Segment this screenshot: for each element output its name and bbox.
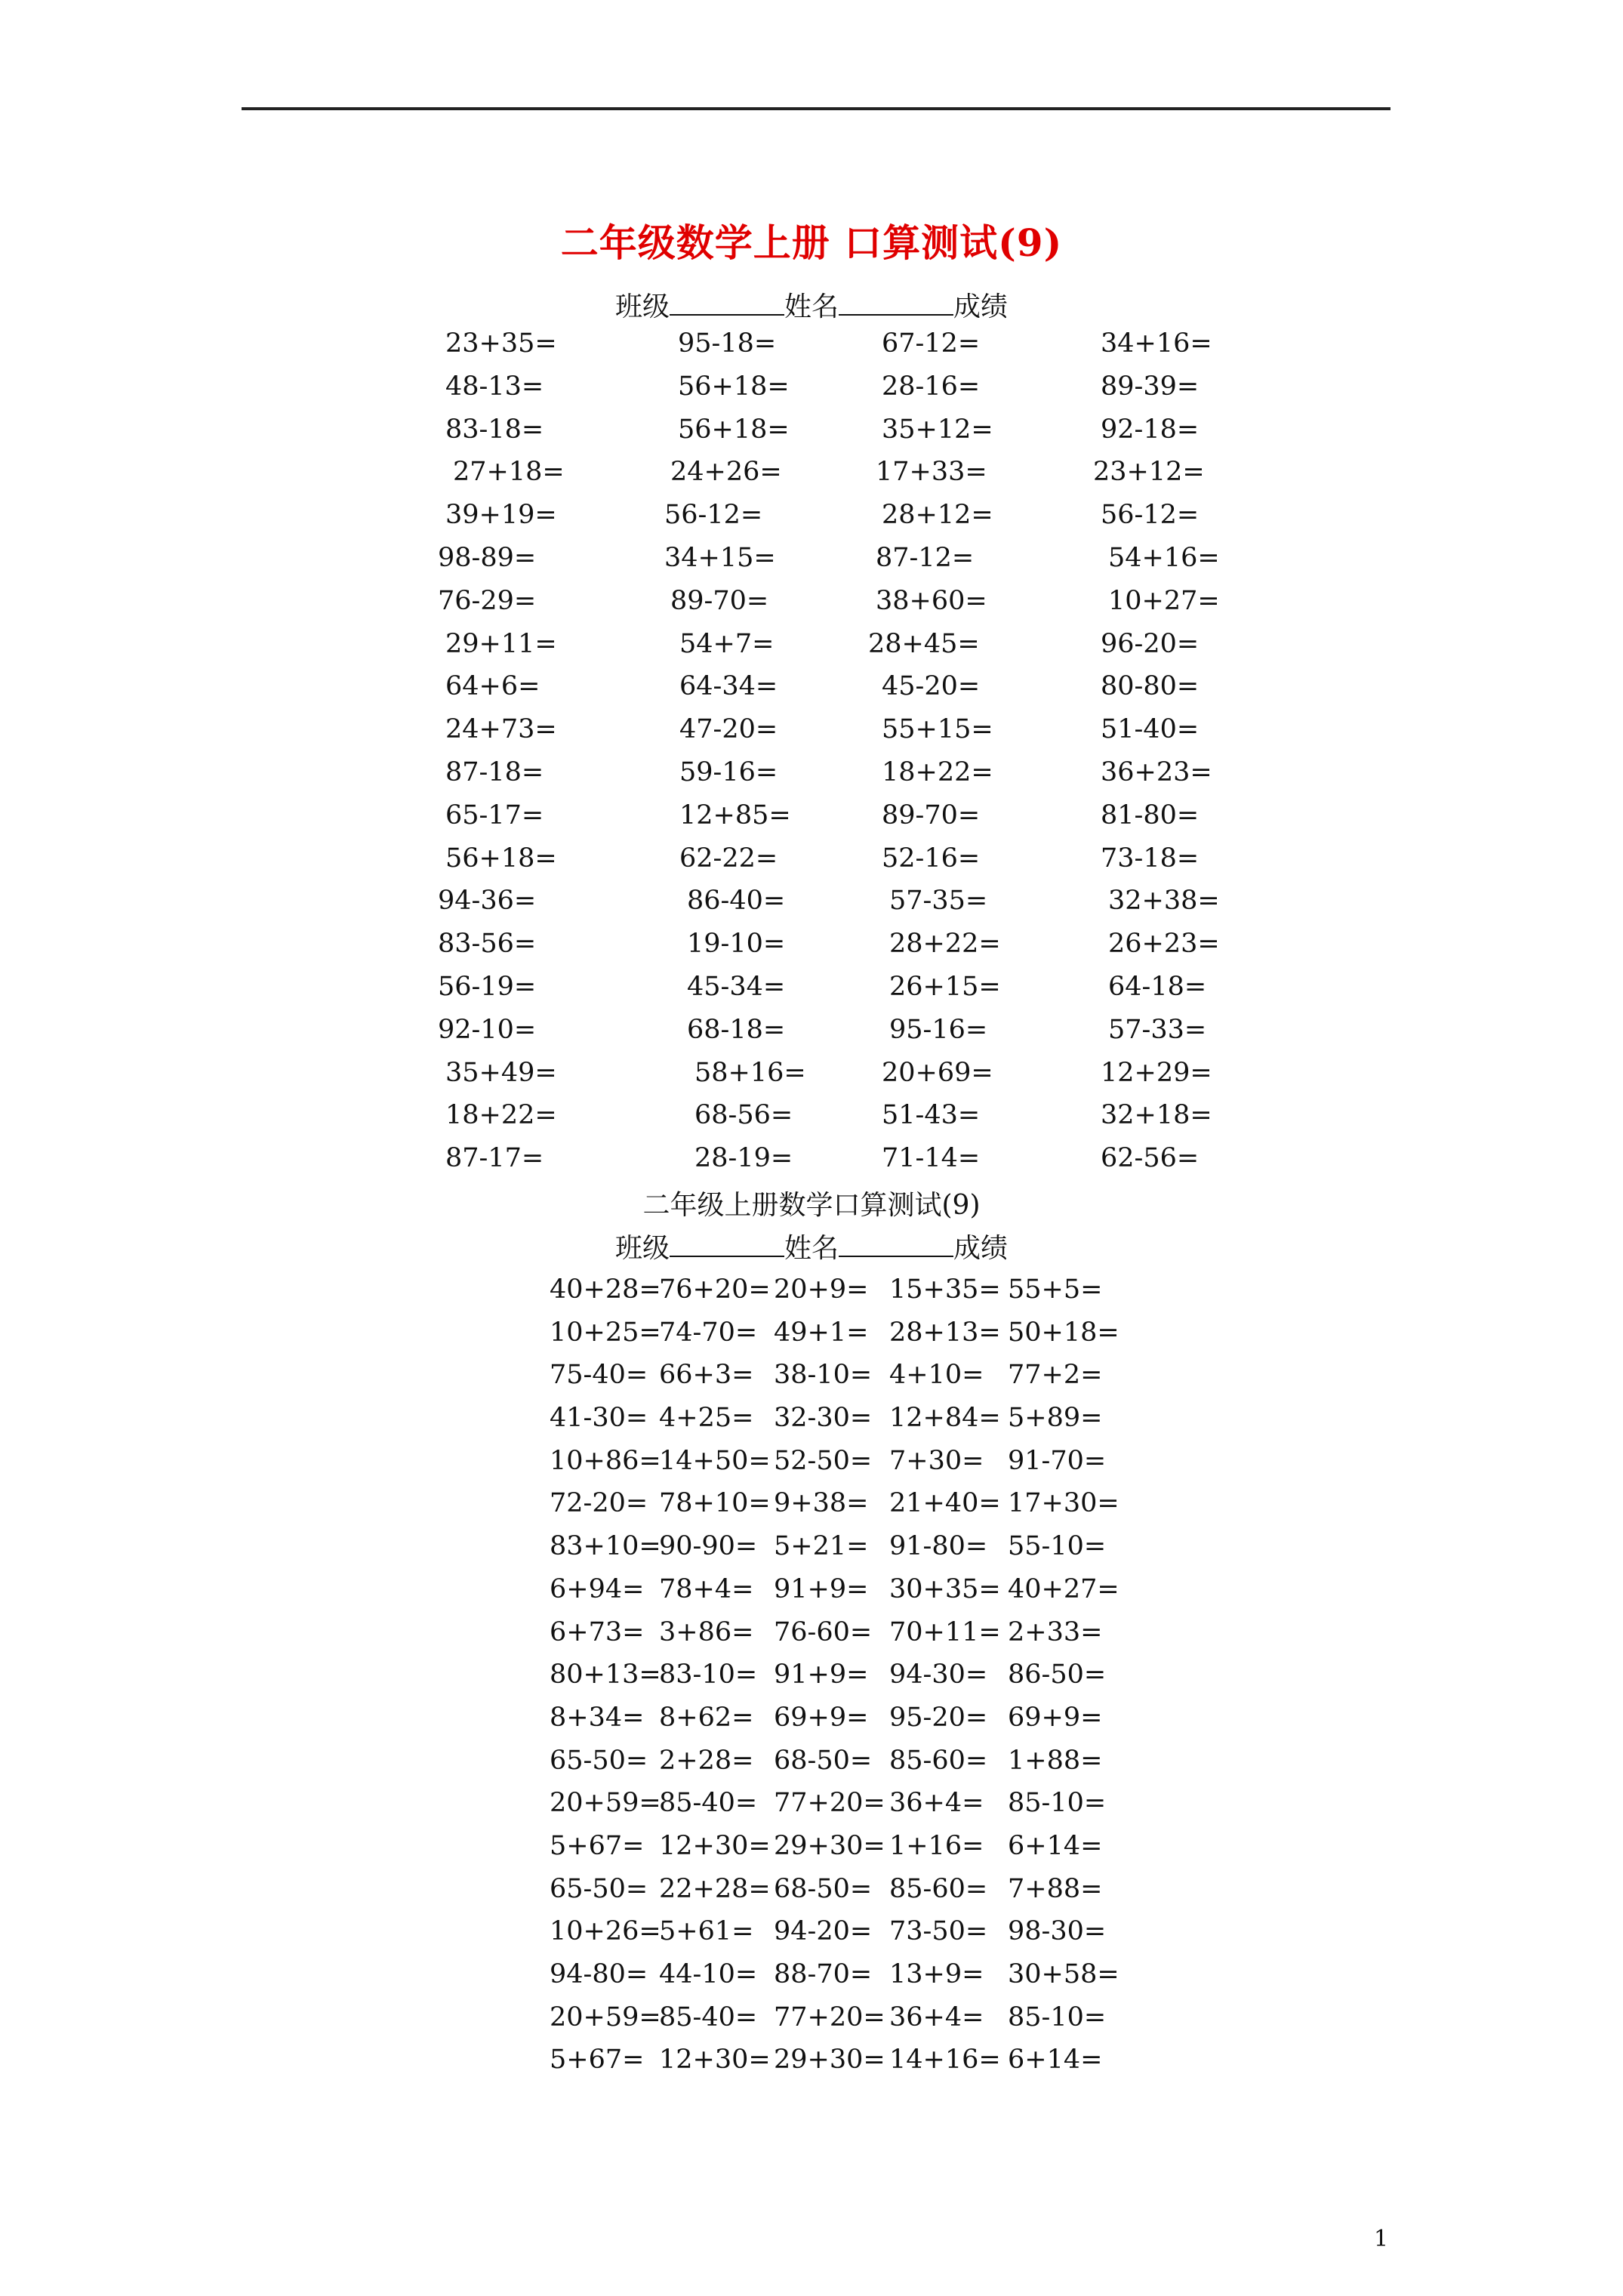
exercise-item: 75-40= [550,1360,648,1391]
exercise-row [0,757,1623,800]
class-blank[interactable] [670,291,784,316]
exercise-item: 12+84= [889,1403,1001,1434]
page-title: 二年级数学上册 口算测试(9) [560,220,1063,265]
exercise-row [0,415,1623,458]
exercise-item: 77+2= [1008,1360,1103,1391]
exercise-item: 14+50= [659,1445,771,1476]
exercise-item: 20+59= [550,2002,661,2032]
name-label: 姓名 [784,1233,839,1264]
exercise-item: 5+89= [1008,1403,1103,1434]
exercise-item: 8+62= [659,1702,754,1733]
exercise-item: 94-36= [438,886,537,917]
exercise-grid-2 [0,1274,1623,2088]
exercise-item: 89-70= [670,585,769,616]
exercise-item: 40+28= [550,1274,661,1305]
exercise-item: 50+18= [1008,1317,1119,1348]
exercise-item: 6+14= [1008,2045,1103,2076]
page-number: 1 [1374,2226,1389,2252]
exercise-row [0,2002,1623,2045]
exercise-item: 28-19= [694,1143,793,1174]
exercise-item: 4+25= [659,1403,754,1434]
exercise-item: 89-39= [1101,371,1200,402]
exercise-item: 92-10= [438,1014,537,1045]
exercise-item: 85-10= [1008,2002,1107,2032]
exercise-item: 83-10= [659,1660,758,1690]
exercise-item: 56+18= [445,843,557,874]
student-info-header-1 [0,285,1623,324]
exercise-item: 29+30= [774,1830,885,1861]
exercise-item: 88-70= [774,1959,873,1989]
exercise-item: 12+29= [1101,1057,1212,1088]
exercise-row [0,1874,1623,1917]
exercise-item: 51-43= [882,1100,981,1131]
exercise-item: 54+7= [679,628,775,659]
exercise-item: 73-50= [889,1916,988,1947]
exercise-row [0,1015,1623,1058]
exercise-item: 10+27= [1108,585,1220,616]
exercise-item: 4+10= [889,1360,984,1391]
exercise-item: 7+30= [889,1445,984,1476]
exercise-item: 6+73= [550,1616,645,1647]
exercise-item: 2+33= [1008,1616,1103,1647]
exercise-item: 65-50= [550,1745,648,1776]
section-2-title: 二年级上册数学口算测试(9) [642,1190,981,1221]
exercise-row [0,1403,1623,1446]
exercise-item: 32-30= [774,1403,873,1434]
exercise-item: 19-10= [687,929,786,960]
exercise-row [0,671,1623,714]
exercise-item: 30+58= [1008,1959,1119,1989]
exercise-item: 1+16= [889,1830,984,1861]
exercise-item: 66+3= [659,1360,754,1391]
exercise-item: 95-16= [889,1014,988,1045]
exercise-item: 12+85= [679,800,791,831]
exercise-row [0,1703,1623,1746]
exercise-item: 12+30= [659,1830,771,1861]
exercise-item: 32+18= [1101,1100,1212,1131]
exercise-item: 83-18= [445,414,544,445]
exercise-item: 45-34= [687,971,786,1002]
exercise-item: 80+13= [550,1660,661,1690]
exercise-item: 87-17= [445,1143,544,1174]
exercise-item: 36+23= [1101,757,1212,787]
exercise-item: 55-10= [1008,1531,1107,1562]
exercise-item: 12+30= [659,2045,771,2076]
exercise-item: 47-20= [679,714,778,745]
exercise-row [0,1143,1623,1186]
exercise-item: 28+45= [868,628,980,659]
exercise-item: 20+9= [774,1274,869,1305]
exercise-row [0,1100,1623,1143]
exercise-row [0,1916,1623,1959]
exercise-item: 34+16= [1101,328,1212,359]
exercise-item: 28+13= [889,1317,1001,1348]
top-rule [242,107,1390,110]
exercise-item: 10+25= [550,1317,661,1348]
exercise-item: 52-16= [882,843,981,874]
exercise-item: 58+16= [694,1057,806,1088]
exercise-row [0,1746,1623,1789]
exercise-item: 13+9= [889,1959,984,1989]
exercise-item: 38-10= [774,1360,873,1391]
exercise-item: 8+34= [550,1702,645,1733]
exercise-item: 56-12= [1101,500,1200,531]
exercise-item: 1+88= [1008,1745,1103,1776]
exercise-item: 64-18= [1108,971,1207,1002]
exercise-item: 5+67= [550,1830,645,1861]
exercise-item: 7+88= [1008,1873,1103,1904]
exercise-row [0,371,1623,415]
exercise-item: 10+86= [550,1445,661,1476]
exercise-row [0,1617,1623,1660]
exercise-item: 76-60= [774,1616,873,1647]
exercise-item: 27+18= [453,457,565,488]
score-label: 成绩 [953,291,1009,322]
exercise-item: 65-17= [445,800,544,831]
exercise-item: 29+11= [445,628,557,659]
exercise-item: 21+40= [889,1488,1001,1519]
exercise-item: 94-80= [550,1959,648,1989]
exercise-row [0,929,1623,972]
exercise-item: 95-20= [889,1702,988,1733]
exercise-item: 56+18= [678,414,790,445]
exercise-item: 5+21= [774,1531,869,1562]
exercise-row [0,500,1623,543]
exercise-item: 52-50= [774,1445,873,1476]
class-blank[interactable] [670,1233,784,1257]
exercise-row [0,972,1623,1015]
name-blank[interactable] [839,291,953,316]
exercise-item: 96-20= [1101,628,1200,659]
exercise-row [0,1318,1623,1361]
exercise-item: 55+15= [882,714,993,745]
exercise-row [0,586,1623,629]
exercise-item: 69+9= [774,1702,869,1733]
exercise-item: 54+16= [1108,542,1220,573]
exercise-item: 85-60= [889,1745,988,1776]
exercise-item: 18+22= [882,757,993,787]
exercise-item: 44-10= [659,1959,758,1989]
exercise-item: 87-18= [445,757,544,787]
exercise-item: 20+59= [550,1788,661,1819]
exercise-item: 64+6= [445,671,540,702]
exercise-item: 59-16= [679,757,778,787]
exercise-row [0,1660,1623,1703]
exercise-item: 89-70= [882,800,981,831]
score-label: 成绩 [953,1233,1009,1264]
exercise-item: 45-20= [882,671,981,702]
exercise-item: 32+38= [1108,886,1220,917]
exercise-item: 77+20= [774,2002,885,2032]
exercise-item: 6+94= [550,1573,645,1604]
exercise-item: 2+28= [659,1745,754,1776]
exercise-item: 26+23= [1108,929,1220,960]
exercise-grid-1 [0,328,1623,1186]
exercise-item: 91+9= [774,1573,869,1604]
exercise-item: 23+12= [1093,457,1205,488]
exercise-item: 24+73= [445,714,557,745]
exercise-item: 83-56= [438,929,537,960]
exercise-row [0,1531,1623,1574]
exercise-item: 24+26= [670,457,782,488]
name-blank[interactable] [839,1233,953,1257]
exercise-item: 94-20= [774,1916,873,1947]
exercise-item: 94-30= [889,1660,988,1690]
exercise-item: 77+20= [774,1788,885,1819]
exercise-item: 91+9= [774,1660,869,1690]
exercise-item: 73-18= [1101,843,1200,874]
exercise-item: 68-50= [774,1873,873,1904]
student-info-header-2 [0,1227,1623,1265]
exercise-row [0,1488,1623,1531]
exercise-item: 74-70= [659,1317,758,1348]
exercise-row [0,1360,1623,1403]
exercise-item: 87-12= [876,542,975,573]
class-label: 班级 [614,291,670,322]
exercise-item: 57-35= [889,886,988,917]
exercise-item: 5+61= [659,1916,754,1947]
exercise-item: 28+22= [889,929,1001,960]
exercise-item: 86-40= [687,886,786,917]
exercise-item: 98-30= [1008,1916,1107,1947]
exercise-item: 48-13= [445,371,544,402]
exercise-item: 56-12= [664,500,763,531]
exercise-item: 68-56= [694,1100,793,1131]
exercise-item: 64-34= [679,671,778,702]
exercise-item: 6+14= [1008,1830,1103,1861]
exercise-item: 17+33= [876,457,987,488]
exercise-item: 78+4= [659,1573,754,1604]
exercise-row [0,2045,1623,2088]
exercise-item: 72-20= [550,1488,648,1519]
exercise-item: 30+35= [889,1573,1001,1604]
exercise-item: 57-33= [1108,1014,1207,1045]
exercise-item: 90-90= [659,1531,758,1562]
exercise-item: 85-60= [889,1873,988,1904]
exercise-item: 91-80= [889,1531,988,1562]
exercise-row [0,457,1623,500]
exercise-item: 62-56= [1101,1143,1200,1174]
exercise-item: 91-70= [1008,1445,1107,1476]
exercise-item: 20+69= [882,1057,993,1088]
exercise-item: 85-10= [1008,1788,1107,1819]
exercise-row [0,328,1623,371]
exercise-item: 98-89= [438,542,537,573]
exercise-row [0,1446,1623,1489]
exercise-item: 78+10= [659,1488,771,1519]
exercise-item: 15+35= [889,1274,1001,1305]
exercise-item: 28+12= [882,500,993,531]
exercise-item: 85-40= [659,1788,758,1819]
exercise-item: 80-80= [1101,671,1200,702]
exercise-item: 49+1= [774,1317,869,1348]
exercise-item: 85-40= [659,2002,758,2032]
exercise-item: 68-50= [774,1745,873,1776]
exercise-item: 65-50= [550,1873,648,1904]
exercise-item: 40+27= [1008,1573,1119,1604]
exercise-row [0,843,1623,886]
exercise-item: 36+4= [889,1788,984,1819]
class-label: 班级 [614,1233,670,1264]
exercise-item: 67-12= [882,328,981,359]
exercise-item: 26+15= [889,971,1001,1002]
exercise-item: 3+86= [659,1616,754,1647]
exercise-item: 76+20= [659,1274,771,1305]
exercise-item: 17+30= [1008,1488,1119,1519]
exercise-item: 56-19= [438,971,537,1002]
exercise-row [0,629,1623,672]
exercise-item: 41-30= [550,1403,648,1434]
exercise-item: 23+35= [445,328,557,359]
exercise-item: 34+15= [664,542,776,573]
exercise-row [0,1574,1623,1617]
exercise-item: 55+5= [1008,1274,1103,1305]
exercise-item: 95-18= [678,328,777,359]
exercise-item: 29+30= [774,2045,885,2076]
exercise-item: 18+22= [445,1100,557,1131]
exercise-item: 51-40= [1101,714,1200,745]
exercise-item: 81-80= [1101,800,1200,831]
exercise-item: 35+49= [445,1057,557,1088]
exercise-item: 76-29= [438,585,537,616]
name-label: 姓名 [784,291,839,322]
exercise-item: 38+60= [876,585,987,616]
exercise-row [0,1959,1623,2002]
exercise-item: 68-18= [687,1014,786,1045]
exercise-item: 9+38= [774,1488,869,1519]
exercise-item: 92-18= [1101,414,1200,445]
exercise-item: 28-16= [882,371,981,402]
exercise-item: 22+28= [659,1873,771,1904]
exercise-item: 86-50= [1008,1660,1107,1690]
exercise-row [0,543,1623,586]
exercise-item: 35+12= [882,414,993,445]
exercise-row [0,800,1623,843]
exercise-item: 69+9= [1008,1702,1103,1733]
exercise-row [0,714,1623,757]
exercise-item: 56+18= [678,371,790,402]
exercise-item: 39+19= [445,500,557,531]
exercise-item: 70+11= [889,1616,1001,1647]
exercise-item: 83+10= [550,1531,661,1562]
exercise-row [0,1274,1623,1318]
exercise-item: 10+26= [550,1916,661,1947]
exercise-row [0,1831,1623,1874]
exercise-row [0,886,1623,929]
exercise-item: 14+16= [889,2045,1001,2076]
exercise-item: 71-14= [882,1143,981,1174]
exercise-row [0,1788,1623,1831]
exercise-item: 62-22= [679,843,778,874]
exercise-item: 5+67= [550,2045,645,2076]
exercise-item: 36+4= [889,2002,984,2032]
exercise-row [0,1058,1623,1101]
